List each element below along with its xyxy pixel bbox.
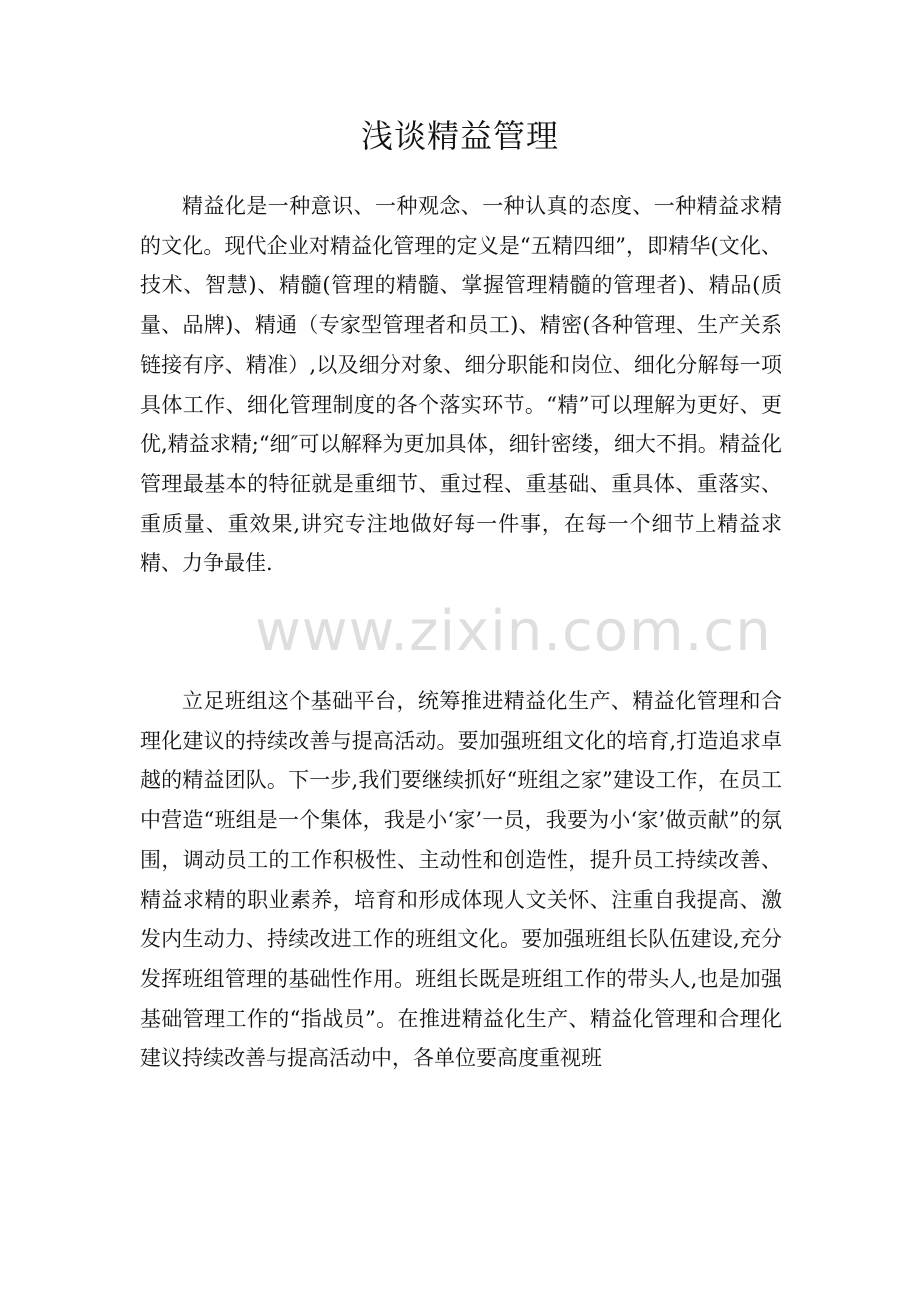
paragraph-2: 立足班组这个基础平台，统筹推进精益化生产、精益化管理和合理化建议的持续改善与提高活动。要加强班组文化的培育,打造追求卓越的精益团队。下一步,我们要继续抓好“班组之家”建设工作，在员工中营造“班组是一个集体，我是小‘家’一员，我要为小‘家’做贡献”的氛围，调动员工的工作积极性、主动性和创造性，提升员工持续改善、精益求精的职业素养，培育和形成体现人文关怀、注重自我提高、激发内生动力、持续改进工作的班组文化。要加强班组长队伍建设,充分发挥班组管理的基础性作用。班组长既是班组工作的带头人,也是加强基础管理工作的“指战员”。在推进精益化生产、精益化管理和合理化建议持续改善与提高活动中，各单位要高度重视班: [140, 689, 782, 1071]
paragraph-1: 精益化是一种意识、一种观念、一种认真的态度、一种精益求精的文化。现代企业对精益化管理的定义是“五精四细”，即精华(文化、技术、智慧)、精髓(管理的精髓、掌握管理精髓的管理者)、精品(质量、品牌)、精通（专家型管理者和员工)、精密(各种管理、生产关系链接有序、精准）,以及细分对象、细分职能和岗位、细化分解每一项具体工作、细化管理制度的各个落实环节。“精”可以理解为更好、更优,精益求精;“细″可以解释为更加具体，细针密缕，细大不捐。精益化管理最基本的特征就是重细节、重过程、重基础、重具体、重落实、重质量、重效果,讲究专注地做好每一件事，在每一个细节上精益求精、力争最佳.: [140, 194, 782, 576]
watermark-text: www.zixin.com.cn: [255, 599, 772, 664]
document-title: 浅谈精益管理: [360, 117, 559, 155]
